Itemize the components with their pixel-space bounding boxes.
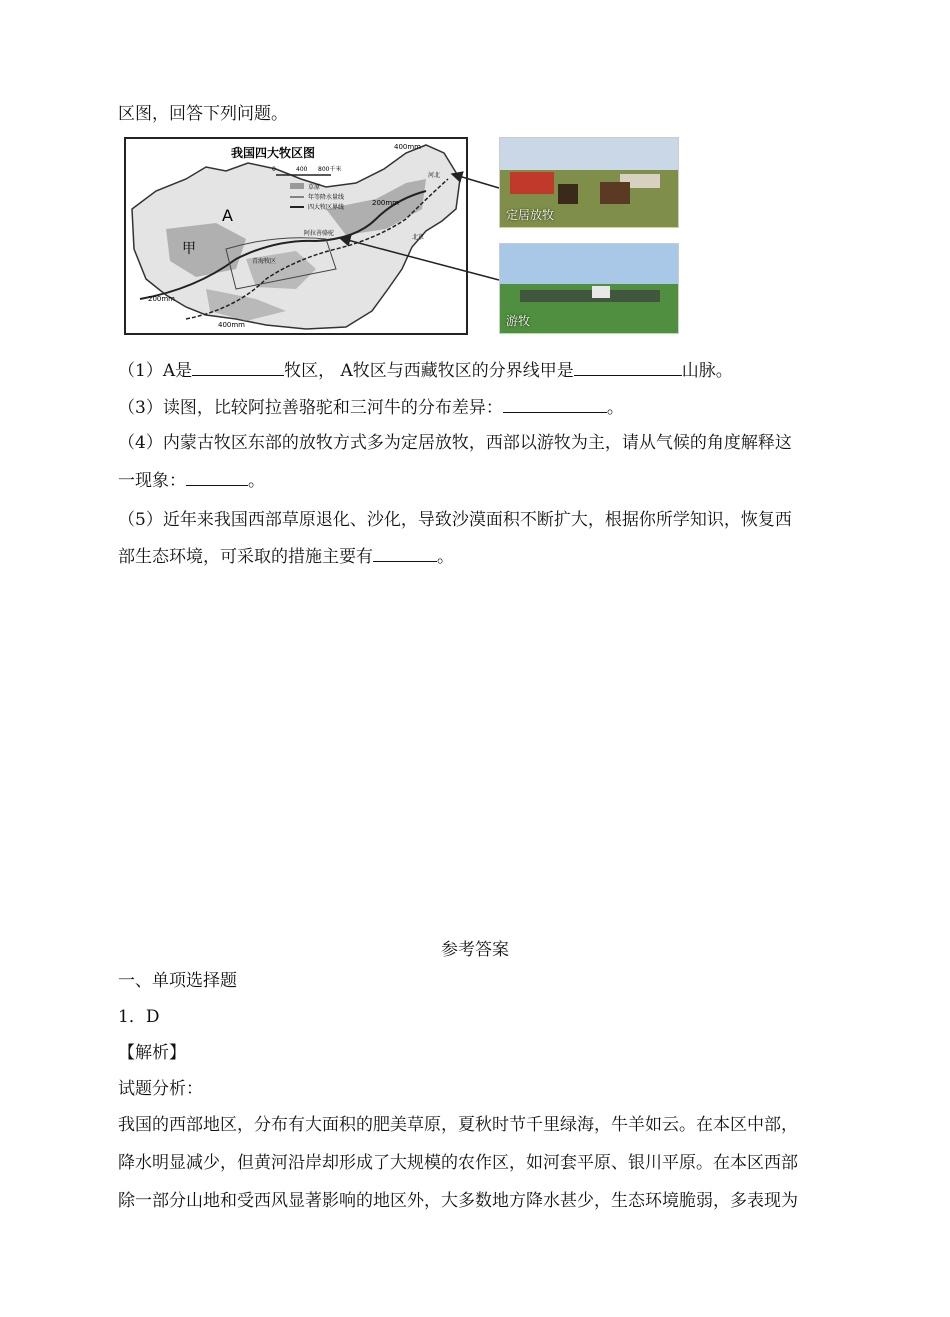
question-1: （1）A是 牧区， A牧区与西藏牧区的分界线甲是 山脉。 xyxy=(118,361,733,381)
nomadic-grazing-photo xyxy=(499,243,679,334)
question-4-line1: （4）内蒙古牧区东部的放牧方式多为定居放牧，西部以游牧为主，请从气候的角度解释这 xyxy=(118,433,792,453)
svg-text:400mm: 400mm xyxy=(394,143,421,151)
answer-blank-q4[interactable] xyxy=(186,469,248,486)
svg-text:北京: 北京 xyxy=(412,234,425,241)
nomadic-grazing-caption: 游牧 xyxy=(506,314,531,328)
svg-text:青海牧区: 青海牧区 xyxy=(252,258,277,265)
analysis-tag: 【解析】 xyxy=(118,1043,186,1063)
svg-text:四大牧区界线: 四大牧区界线 xyxy=(308,204,345,211)
svg-text:草原: 草原 xyxy=(308,184,321,191)
region-jia-label: 甲 xyxy=(182,241,196,257)
region-a-label: A xyxy=(222,206,233,225)
answers-heading: 参考答案 xyxy=(441,940,509,960)
svg-text:800千米: 800千米 xyxy=(318,166,342,173)
analysis-para-line1: 我国的西部地区，分布有大面积的肥美草原，夏秋时节千里绿海，牛羊如云。在本区中部， xyxy=(118,1115,798,1135)
answer-blank-q5[interactable] xyxy=(373,545,437,562)
pointer-arrows xyxy=(0,0,950,360)
analysis-label: 试题分析： xyxy=(118,1079,203,1099)
svg-text:400mm: 400mm xyxy=(218,321,245,329)
question-5-line1: （5）近年来我国西部草原退化、沙化，导致沙漠面积不断扩大，根据你所学知识，恢复西 xyxy=(118,510,792,530)
answer-item-1: 1．D xyxy=(118,1007,160,1027)
settled-grazing-caption: 定居放牧 xyxy=(506,208,555,222)
settled-grazing-photo xyxy=(499,137,679,228)
map-title: 我国四大牧区图 xyxy=(231,146,316,160)
question-4-line2: 一现象： 。 xyxy=(118,471,265,491)
svg-text:400: 400 xyxy=(296,166,308,173)
svg-text:0: 0 xyxy=(272,166,276,173)
question-3: （3）读图，比较阿拉善骆驼和三河牛的分布差异： 。 xyxy=(118,398,624,418)
svg-text:河北: 河北 xyxy=(428,172,441,179)
answer-blank-q1a[interactable] xyxy=(192,359,284,376)
svg-text:200mm: 200mm xyxy=(148,295,175,303)
question-5-line2: 部生态环境，可采取的措施主要有 。 xyxy=(118,547,454,567)
svg-text:200mm: 200mm xyxy=(372,199,399,207)
answer-blank-q3[interactable] xyxy=(503,396,607,413)
analysis-para-line3: 除一部分山地和受西风显著影响的地区外，大多数地方降水甚少，生态环境脆弱，多表现为 xyxy=(118,1191,798,1211)
svg-text:阿拉善骆驼: 阿拉善骆驼 xyxy=(304,230,335,237)
analysis-para-line2: 降水明显减少，但黄河沿岸却形成了大规模的农作区，如河套平原、银川平原。在本区西部 xyxy=(118,1153,798,1173)
answer-blank-q1b[interactable] xyxy=(574,359,682,376)
section-heading: 一、单项选择题 xyxy=(118,971,237,991)
intro-text: 区图，回答下列问题。 xyxy=(118,104,288,124)
svg-text:年等降水量线: 年等降水量线 xyxy=(308,194,345,201)
